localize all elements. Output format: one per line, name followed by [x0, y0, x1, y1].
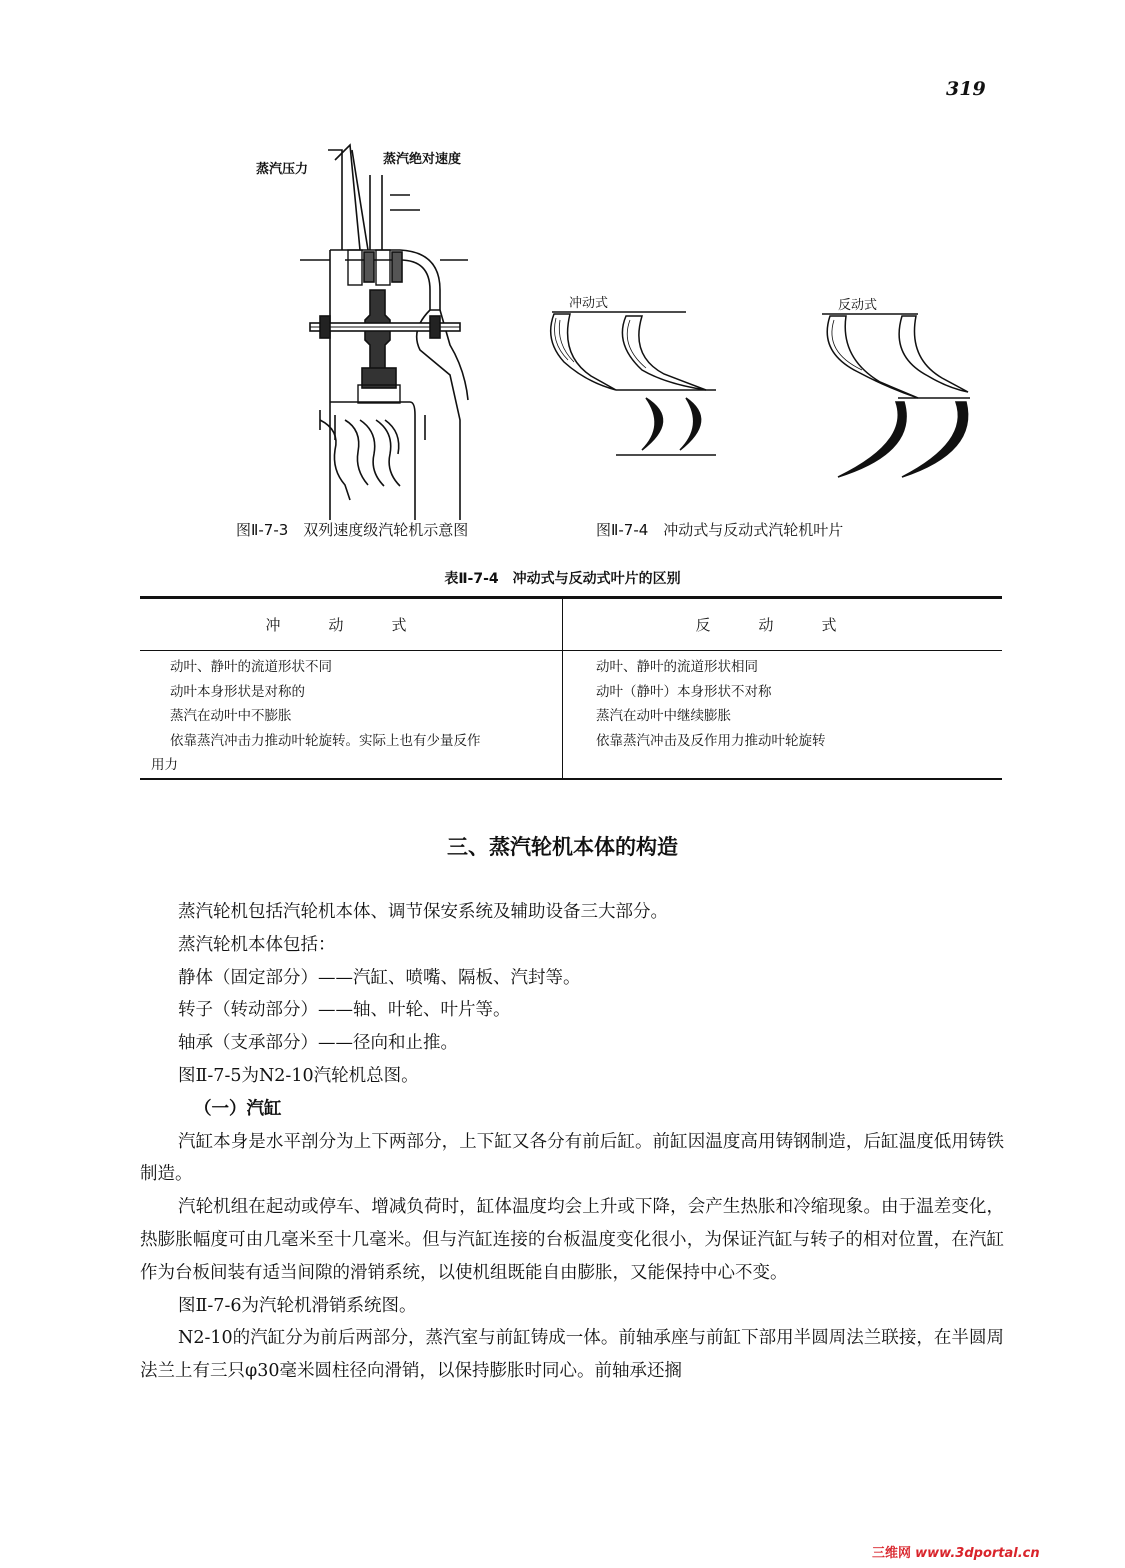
- impulse-row: 动叶、静叶的流道形状不同: [170, 659, 332, 675]
- impulse-row: 用力: [151, 757, 178, 773]
- table-header-rule: [140, 650, 1002, 651]
- impulse-row: 依靠蒸汽冲击力推动叶轮旋转。实际上也有少量反作: [170, 732, 481, 749]
- paragraph: 轴承（支承部分）——径向和止推。: [178, 1033, 458, 1054]
- paragraph: 转子（转动部分）——轴、叶轮、叶片等。: [178, 1000, 511, 1021]
- paragraph: N2-10的汽缸分为前后两部分，蒸汽室与前缸铸成一体。前轴承座与前缸下部用半圆周法兰联接，在半圆周法兰上有三只φ30毫米圆柱径向滑销，以保持膨胀时同心。前轴承还搁: [140, 1328, 1004, 1382]
- body-text: [140, 896, 1004, 1388]
- pressure-label: 蒸汽压力: [256, 162, 309, 177]
- paragraph: 图Ⅱ-7-5为N2-10汽轮机总图。: [178, 1065, 419, 1086]
- paragraph: 蒸汽轮机本体包括：: [178, 934, 336, 955]
- reaction-row: 动叶、静叶的流道形状相同: [596, 659, 758, 675]
- reaction-row: 依靠蒸汽冲击及反作用力推动叶轮旋转: [596, 732, 826, 749]
- paragraph: 蒸汽轮机包括汽轮机本体、调节保安系统及辅助设备三大部分。: [178, 902, 668, 922]
- section-heading: 三、蒸汽轮机本体的构造: [447, 835, 678, 859]
- velocity-label: 蒸汽绝对速度: [383, 152, 462, 167]
- impulse-row: 蒸汽在动叶中不膨胀: [170, 708, 292, 724]
- header-reaction: 反动式: [695, 616, 885, 634]
- impulse-row: 动叶本身形状是对称的: [170, 683, 305, 700]
- watermark-site-name: 三维网: [872, 1546, 912, 1561]
- table-title: 表Ⅱ-7-4 冲动式与反动式叶片的区别: [444, 571, 681, 587]
- impulse-label: 冲动式: [569, 296, 609, 311]
- watermark: [872, 1542, 1040, 1561]
- paragraph: 汽轮机组在起动或停车、增减负荷时，缸体温度均会上升或下降，会产生热胀和冷缩现象。由于温差变化，热膨胀幅度可由几毫米至十几毫米。但与汽缸连接的台板温度变化很小，为保证汽缸与转子的相对位置，在汽缸作为台板间装有适当间隙的滑销系统，以使机组既能自由膨胀，又能保持中心不变。: [140, 1197, 1004, 1283]
- figure-reaction-blades: [818, 312, 978, 480]
- header-impulse: 冲动式: [265, 616, 455, 634]
- reaction-column: [596, 655, 826, 753]
- table-top-rule: [140, 596, 1002, 599]
- reaction-row: 动叶（静叶）本身形状不对称: [596, 683, 772, 700]
- figure-velocity-stage-schematic: [290, 140, 480, 510]
- subheading: （一）汽缸: [194, 1098, 282, 1119]
- table-bottom-rule: [140, 778, 1002, 780]
- paragraph: 汽缸本身是水平剖分为上下两部分，上下缸又各分有前后缸。前缸因温度高用铸钢制造，后缸温度低用铸铁制造。: [140, 1131, 1004, 1185]
- figure-3-caption: 图Ⅱ-7-3 双列速度级汽轮机示意图: [236, 521, 469, 539]
- table-column-divider: [562, 598, 563, 780]
- reaction-row: 蒸汽在动叶中继续膨胀: [596, 708, 731, 724]
- figure-4-caption: 图Ⅱ-7-4 冲动式与反动式汽轮机叶片: [596, 521, 844, 539]
- paragraph: 静体（固定部分）——汽缸、喷嘴、隔板、汽封等。: [178, 967, 581, 988]
- impulse-column: [170, 655, 481, 753]
- paragraph: 图Ⅱ-7-6为汽轮机滑销系统图。: [178, 1295, 417, 1316]
- reaction-label: 反动式: [838, 298, 878, 313]
- page-number: 319: [946, 78, 986, 100]
- figure-impulse-blades: [546, 300, 716, 465]
- watermark-site-url: www.3dportal.cn: [915, 1546, 1040, 1561]
